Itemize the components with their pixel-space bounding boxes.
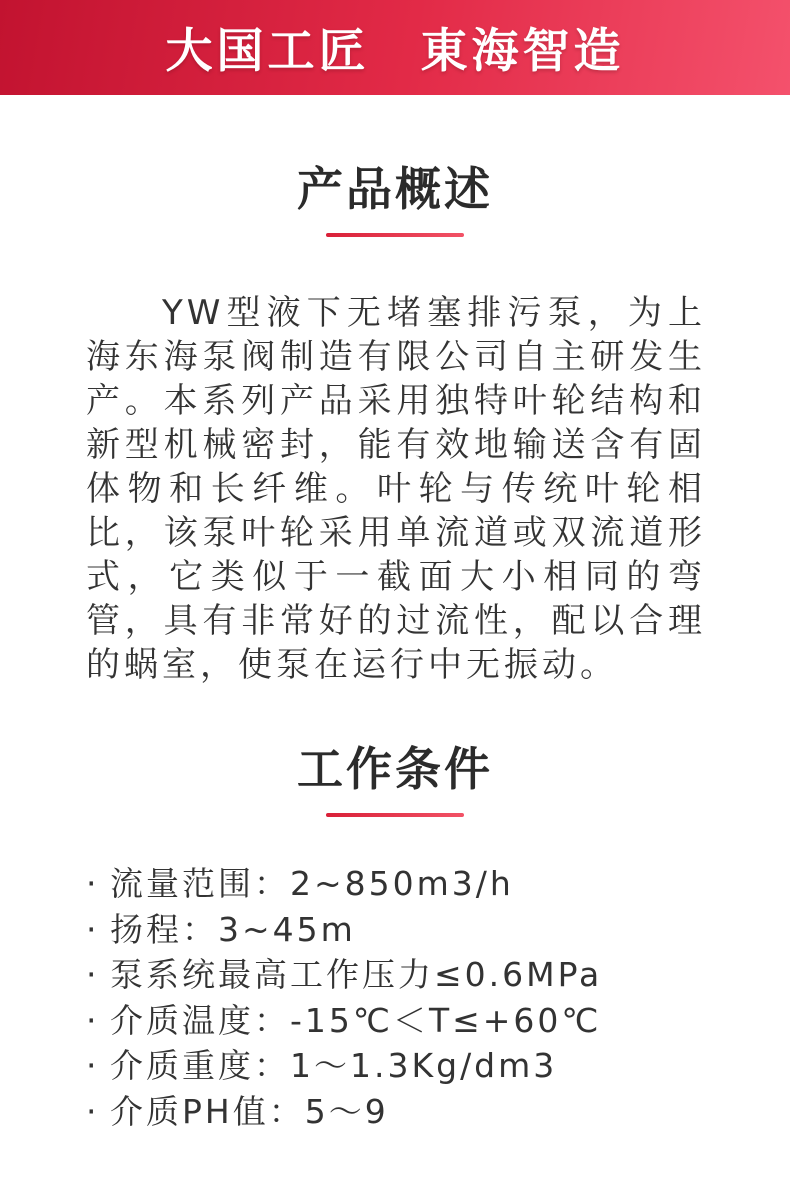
list-item-head	[86, 907, 750, 953]
content	[0, 95, 790, 1134]
section-product-overview	[0, 95, 790, 687]
bullet-dot-icon: ·	[86, 909, 97, 949]
bullet-dot-icon: ·	[86, 1046, 97, 1085]
overview-heading: 产品概述	[297, 162, 493, 216]
bullet-dot-icon: ·	[86, 955, 97, 994]
condition-text: 介质PH值：5～9	[110, 1091, 389, 1131]
section-work-conditions	[0, 687, 790, 1134]
condition-text: 扬程：3~45m	[110, 909, 356, 949]
overview-paragraph: YW型液下无堵塞排污泵，为上海东海泵阀制造有限公司自主研发生产。本系列产品采用独特叶轮结构和新型机械密封，能有效地输送含有固体物和长纤维。叶轮与传统叶轮相比，该泵叶轮采用单流道或双流道形式，它类似于一截面大小相同的弯管，具有非常好的过流性，配以合理的蜗室，使泵在运行中无振动。	[86, 293, 706, 685]
bullet-dot-icon: ·	[86, 1091, 97, 1131]
condition-text: 泵系统最高工作压力≤0.6MPa	[110, 955, 603, 994]
list-item-medium-temperature	[86, 998, 750, 1044]
bullet-dot-icon: ·	[86, 1000, 97, 1040]
heading-underline	[326, 233, 464, 237]
work-conditions-heading: 工作条件	[297, 742, 493, 796]
list-item-medium-ph	[86, 1089, 750, 1135]
condition-text: 流量范围：2~850m3/h	[110, 864, 514, 903]
list-item-medium-density	[86, 1043, 750, 1089]
list-item-max-pressure	[86, 952, 750, 998]
work-conditions-list	[86, 861, 750, 1134]
condition-text: 介质温度：-15℃＜T≤+60℃	[110, 1000, 602, 1040]
top-banner	[0, 0, 790, 95]
banner-title: 大国工匠 東海智造	[165, 24, 625, 79]
condition-text: 介质重度：1～1.3Kg/dm3	[110, 1046, 558, 1085]
bullet-dot-icon: ·	[86, 864, 97, 903]
list-item-flow-range	[86, 861, 750, 907]
heading-underline	[326, 813, 464, 817]
